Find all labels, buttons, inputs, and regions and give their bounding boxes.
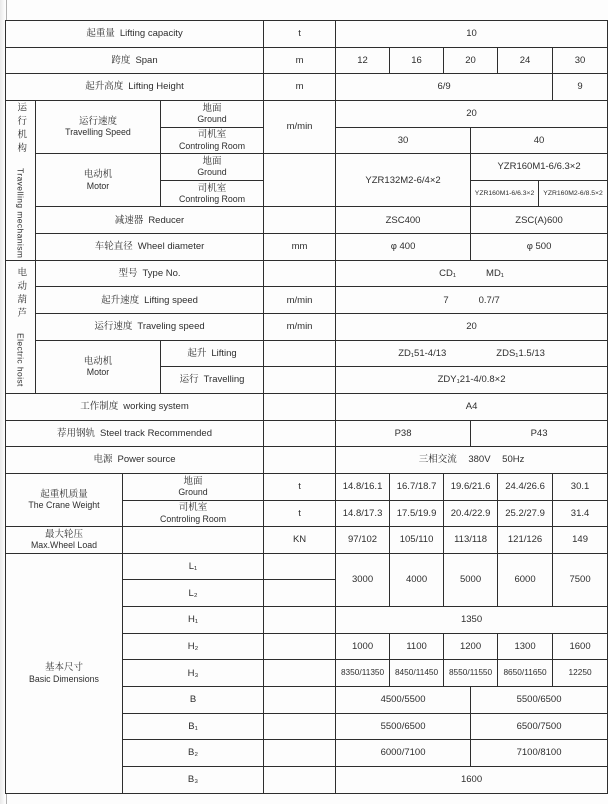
reducer-label: 减速器 Reducer	[36, 207, 264, 234]
dimension-l1-label: L₁	[123, 553, 264, 580]
dimension-l2-label: L₂	[123, 580, 264, 607]
row-travel-motor-ground	[6, 154, 608, 181]
dimension-b3-label: B₃	[123, 766, 264, 793]
hoist-lifting-speed-value: 7 0.7/7	[336, 287, 608, 314]
hoist-motor-lifting-value: ZD₁51-4/13 ZDS₁1.5/13	[336, 340, 608, 367]
row-max-wheel-load	[6, 527, 608, 554]
crane-weight-ground-value: 24.4/26.6	[498, 473, 553, 500]
hoist-motor-lifting-label: 起升 Lifting	[161, 340, 264, 367]
reducer-unit-empty	[264, 207, 336, 234]
wheel-diameter-label: 车轮直径 Wheel diameter	[36, 234, 264, 261]
dimension-l-value: 4000	[390, 553, 444, 606]
travelling-speed-ground-value: 20	[336, 100, 608, 127]
crane-weight-ground-value: 30.1	[553, 473, 608, 500]
dimension-b2-unit-empty	[264, 740, 336, 767]
lifting-capacity-value: 10	[336, 21, 608, 48]
span-value: 30	[553, 47, 608, 74]
power-source-unit-empty	[264, 447, 336, 474]
hoist-travelling-speed-unit: m/min	[264, 314, 336, 341]
type-no-label: 型号 Type No.	[36, 260, 264, 287]
crane-weight-cab-value: 14.8/17.3	[336, 500, 390, 527]
span-value: 16	[390, 47, 444, 74]
row-type-no	[6, 260, 608, 287]
crane-weight-ground-label: 地面 Ground	[123, 473, 264, 500]
wheel-diameter-value-left: φ 400	[336, 234, 471, 261]
span-unit: m	[264, 47, 336, 74]
dimension-l-value: 6000	[498, 553, 553, 606]
dimension-b1-unit-empty	[264, 713, 336, 740]
hoist-motor-travelling-value: ZDY₁21-4/0.8×2	[336, 367, 608, 394]
crane-weight-ground-value: 16.7/18.7	[390, 473, 444, 500]
dimension-h1-label: H₁	[123, 607, 264, 634]
type-no-value: CD₁ MD₁	[336, 260, 608, 287]
row-span	[6, 47, 608, 74]
frame-line-top	[6, 0, 7, 20]
wheel-diameter-unit: mm	[264, 234, 336, 261]
row-wheel-diameter	[6, 234, 608, 261]
travelling-speed-label: 运行速度 Travelling Speed	[36, 100, 161, 153]
travel-motor-unit-empty	[264, 154, 336, 207]
crane-weight-ground-value: 19.6/21.6	[444, 473, 498, 500]
travelling-speed-ground-label: 地面 Ground	[161, 100, 264, 127]
dimension-h3-value: 8650/11650	[498, 660, 553, 687]
hoist-lifting-speed-unit: m/min	[264, 287, 336, 314]
row-hoist-lifting-speed	[6, 287, 608, 314]
row-lifting-capacity	[6, 21, 608, 48]
hoist-travelling-speed-label: 运行速度 Traveling speed	[36, 314, 264, 341]
dimension-h1-unit-empty	[264, 607, 336, 634]
dimension-h3-value: 8550/11550	[444, 660, 498, 687]
hoist-motor-travelling-unit-empty	[264, 367, 336, 394]
max-wheel-load-unit: KN	[264, 527, 336, 554]
dimension-h2-value: 1600	[553, 633, 608, 660]
dimension-b2-value-left: 6000/7100	[336, 740, 471, 767]
travel-motor-ground-label: 地面 Ground	[161, 154, 264, 181]
travelling-speed-unit: m/min	[264, 100, 336, 153]
reducer-value-right: ZSC(A)600	[471, 207, 608, 234]
dimension-h2-unit-empty	[264, 633, 336, 660]
span-value: 20	[444, 47, 498, 74]
power-source-value: 三相交流 380V 50Hz	[336, 447, 608, 474]
dimension-b3-value: 1600	[336, 766, 608, 793]
dimension-h2-value: 1300	[498, 633, 553, 660]
hoist-motor-label: 电动机 Motor	[36, 340, 161, 393]
travelling-speed-cab-label: 司机室 Controling Room	[161, 127, 264, 154]
group-electric-hoist: 电动葫芦Electric hoist	[6, 260, 36, 393]
hoist-travelling-speed-value: 20	[336, 314, 608, 341]
span-label: 跨度 Span	[6, 47, 264, 74]
dimension-b-label: B	[123, 687, 264, 714]
working-system-unit-empty	[264, 393, 336, 420]
lifting-capacity-label: 起重量 Lifting capacity	[6, 21, 264, 48]
working-system-label: 工作制度 working system	[6, 393, 264, 420]
steel-track-unit-empty	[264, 420, 336, 447]
dimension-b1-value-right: 6500/7500	[471, 713, 608, 740]
max-wheel-load-value: 105/110	[390, 527, 444, 554]
travel-motor-value-left: YZR132M2-6/4×2	[336, 154, 471, 207]
dimension-h2-value: 1000	[336, 633, 390, 660]
type-no-unit-empty	[264, 260, 336, 287]
dimension-b1-value-left: 5500/6500	[336, 713, 471, 740]
wheel-diameter-value-right: φ 500	[471, 234, 608, 261]
group-travelling-mechanism: 运行机构Travelling mechanism	[6, 100, 36, 260]
max-wheel-load-value: 97/102	[336, 527, 390, 554]
travel-motor-value-right-top: YZR160M1-6/6.3×2	[471, 154, 608, 181]
lifting-height-value-span30: 9	[553, 74, 608, 101]
travelling-speed-cab-value-right: 40	[471, 127, 608, 154]
dimension-h2-value: 1200	[444, 633, 498, 660]
crane-weight-cab-value: 20.4/22.9	[444, 500, 498, 527]
row-hoist-travelling-speed	[6, 314, 608, 341]
row-power-source	[6, 447, 608, 474]
max-wheel-load-label: 最大轮压 Max.Wheel Load	[6, 527, 123, 554]
row-hoist-motor-lifting	[6, 340, 608, 367]
crane-weight-cab-value: 17.5/19.9	[390, 500, 444, 527]
dimension-b2-label: B₂	[123, 740, 264, 767]
crane-weight-cab-value: 31.4	[553, 500, 608, 527]
steel-track-value-left: P38	[336, 420, 471, 447]
row-reducer	[6, 207, 608, 234]
steel-track-value-right: P43	[471, 420, 608, 447]
max-wheel-load-value: 121/126	[498, 527, 553, 554]
lifting-height-label: 起升高度 Lifting Height	[6, 74, 264, 101]
dimension-b-value-right: 5500/6500	[471, 687, 608, 714]
reducer-value-left: ZSC400	[336, 207, 471, 234]
dimension-h3-value: 8450/11450	[390, 660, 444, 687]
lifting-height-unit: m	[264, 74, 336, 101]
dimension-h3-label: H₃	[123, 660, 264, 687]
row-dimension-l1	[6, 553, 608, 580]
crane-weight-cab-unit: t	[264, 500, 336, 527]
span-value: 12	[336, 47, 390, 74]
max-wheel-load-value: 113/118	[444, 527, 498, 554]
crane-weight-ground-unit: t	[264, 473, 336, 500]
travel-motor-value-bottom-right: YZR160M2-6/8.5×2	[539, 180, 608, 207]
hoist-lifting-speed-label: 起升速度 Lifting speed	[36, 287, 264, 314]
dimension-l-value: 3000	[336, 553, 390, 606]
dimension-l-value: 7500	[553, 553, 608, 606]
dimension-b2-value-right: 7100/8100	[471, 740, 608, 767]
dimension-l2-unit-empty	[264, 580, 336, 607]
hoist-motor-travelling-label: 运行 Travelling	[161, 367, 264, 394]
dimension-b1-label: B₁	[123, 713, 264, 740]
dimension-h3-unit-empty	[264, 660, 336, 687]
crane-spec-table	[5, 20, 608, 794]
crane-weight-ground-value: 14.8/16.1	[336, 473, 390, 500]
row-steel-track	[6, 420, 608, 447]
crane-weight-cab-value: 25.2/27.9	[498, 500, 553, 527]
dimension-l1-unit-empty	[264, 553, 336, 580]
dimension-h2-label: H₂	[123, 633, 264, 660]
travelling-speed-cab-value-left: 30	[336, 127, 471, 154]
dimension-b-unit-empty	[264, 687, 336, 714]
row-lifting-height	[6, 74, 608, 101]
hoist-motor-lifting-unit-empty	[264, 340, 336, 367]
row-crane-weight-ground	[6, 473, 608, 500]
lifting-capacity-unit: t	[264, 21, 336, 48]
max-wheel-load-value: 149	[553, 527, 608, 554]
crane-weight-label: 起重机质量 The Crane Weight	[6, 473, 123, 526]
dimension-h1-value: 1350	[336, 607, 608, 634]
dimension-l-value: 5000	[444, 553, 498, 606]
dimension-h3-value: 12250	[553, 660, 608, 687]
travel-motor-value-bottom-left: YZR160M1-6/6.3×2	[471, 180, 539, 207]
basic-dimensions-label: 基本尺寸 Basic Dimensions	[6, 553, 123, 793]
travel-motor-cab-label: 司机室 Controling Room	[161, 180, 264, 207]
working-system-value: A4	[336, 393, 608, 420]
steel-track-label: 荐用钢轨 Steel track Recommended	[6, 420, 264, 447]
crane-weight-cab-label: 司机室 Controling Room	[123, 500, 264, 527]
lifting-height-value: 6/9	[336, 74, 553, 101]
row-travelling-speed-ground	[6, 100, 608, 127]
dimension-b3-unit-empty	[264, 766, 336, 793]
dimension-b-value-left: 4500/5500	[336, 687, 471, 714]
row-working-system	[6, 393, 608, 420]
dimension-h2-value: 1100	[390, 633, 444, 660]
power-source-label: 电源 Power source	[6, 447, 264, 474]
span-value: 24	[498, 47, 553, 74]
travel-motor-label: 电动机 Motor	[36, 154, 161, 207]
dimension-h3-value: 8350/11350	[336, 660, 390, 687]
max-wheel-load-sub-empty	[123, 527, 264, 554]
